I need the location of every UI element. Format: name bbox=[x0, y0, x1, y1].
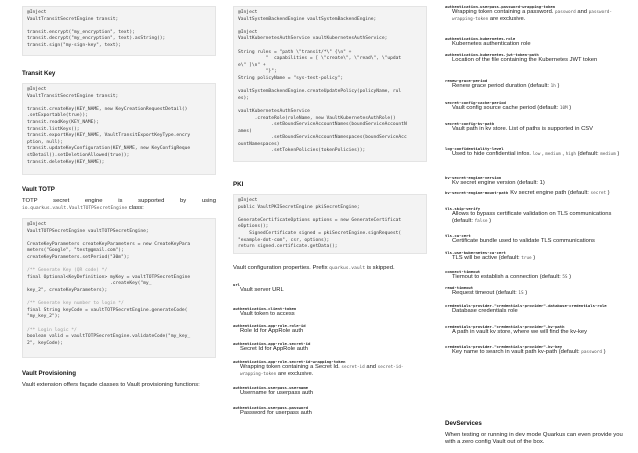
config-property bbox=[233, 405, 413, 417]
description-text: are exclusive. bbox=[277, 371, 314, 377]
inline-code: password-wrapping-token bbox=[452, 10, 612, 22]
config-property bbox=[445, 324, 625, 336]
code-line: transit.decrypt("my_encryption", text).asString(); bbox=[27, 36, 166, 42]
code-line: final String keyCode = vaultTOTPSecretEngine.generateCode( bbox=[27, 307, 188, 313]
property-description bbox=[452, 151, 625, 158]
description-text: Password for userpass auth bbox=[240, 410, 312, 416]
config-property bbox=[233, 385, 413, 397]
config-property bbox=[233, 323, 413, 335]
property-description bbox=[452, 9, 625, 23]
property-key: authentication.userpass.username bbox=[233, 385, 308, 390]
transit-usage-code bbox=[22, 6, 216, 56]
property-description bbox=[452, 57, 625, 64]
description-text: ) bbox=[603, 349, 606, 355]
code-line bbox=[27, 235, 211, 242]
property-key: authentication.app-role.secret-id bbox=[233, 341, 311, 346]
description-text: , bbox=[562, 151, 564, 157]
code-line: transit.exportKey(KEY_NAME, VaultTransitExportKeyType.encry bbox=[27, 133, 191, 139]
code-line: es); bbox=[238, 95, 250, 101]
property-description bbox=[510, 190, 609, 197]
code-line bbox=[238, 23, 422, 30]
config-property bbox=[445, 344, 625, 356]
code-line: VaultKubernetesAuthService vaultKubernetesAuthService; bbox=[238, 36, 388, 42]
description-text: Vault config source cache period (default: bbox=[452, 105, 559, 111]
property-description bbox=[452, 83, 625, 90]
code-line: "my_key_2"); bbox=[27, 314, 61, 320]
code-line: .createKey("my_ bbox=[27, 281, 152, 287]
code-line: meters("Google", "test@gmail.com"); bbox=[27, 248, 124, 254]
code-line bbox=[27, 23, 211, 30]
property-key: authentication.userpass.password-wrapping-token bbox=[445, 4, 556, 9]
property-key: read-timeout bbox=[445, 285, 474, 290]
property-key: secret-config-kv-path bbox=[445, 121, 495, 126]
config-property bbox=[445, 250, 625, 262]
code-line: CreateKeyParameters createKeyParameters = new CreateKeyPara bbox=[27, 241, 191, 247]
provisioning-description: Vault extension offers façade classes to Vault provisioning functions: bbox=[22, 382, 200, 388]
config-property bbox=[445, 36, 625, 48]
inline-code: password bbox=[555, 10, 576, 15]
property-description bbox=[452, 274, 625, 281]
description-text: Wrapping token containing a Secret Id. bbox=[240, 364, 340, 370]
inline-code: 1S bbox=[518, 291, 524, 296]
transit-key-heading: Transit Key bbox=[22, 70, 56, 77]
code-line: "}"; bbox=[238, 69, 277, 75]
property-description bbox=[240, 390, 413, 397]
description-text: Kv secret engine path (default: bbox=[510, 190, 589, 196]
property-key: authentication.userpass.password bbox=[233, 405, 308, 410]
property-description bbox=[240, 328, 413, 335]
description-text: Location of the file containing the Kubernetes JWT token bbox=[452, 57, 598, 63]
code-line: e\" ]\n" + bbox=[238, 62, 266, 68]
code-line: VaultTOTPSecretEngine vaultTOTPSecretEngine; bbox=[27, 228, 149, 234]
config-property bbox=[445, 78, 625, 90]
property-description bbox=[452, 126, 625, 133]
code-line: /** Login logic */ bbox=[27, 327, 77, 333]
property-key: tls.skip-verify bbox=[445, 206, 481, 211]
config-property bbox=[445, 4, 625, 23]
code-line: public VaultPKISecretEngine pkiSecretEngine; bbox=[238, 204, 360, 210]
code-line: .setBoundServiceAccountNames(boundServiceAccountN bbox=[238, 122, 407, 128]
description-text: ) bbox=[489, 218, 492, 224]
property-description bbox=[240, 346, 413, 353]
pki-code bbox=[233, 194, 427, 254]
config-property bbox=[233, 306, 413, 318]
code-line: vaultSystemBackendEngine.createUpdatePolicy(policyName, rul bbox=[238, 89, 402, 95]
inline-code: secret-id-wrapping-token bbox=[240, 365, 404, 377]
code-line: @Inject bbox=[27, 222, 47, 227]
config-property bbox=[233, 359, 413, 378]
inline-code: medium bbox=[545, 152, 561, 157]
description-text: (default: bbox=[577, 151, 599, 157]
description-text: Request timeout (default: bbox=[452, 290, 517, 296]
code-line: .setTokenPolicies(tokenPolicies)); bbox=[238, 148, 366, 154]
description-text: Username for userpass auth bbox=[240, 390, 314, 396]
property-description bbox=[452, 308, 625, 315]
inline-code: low bbox=[532, 152, 541, 157]
description-text: A path in vault kv store, where we will find the kv-key bbox=[452, 329, 587, 335]
code-line: final Optional<KeyDefinition> myKey = vaultTOTPSecretEngine bbox=[27, 274, 191, 280]
description-text: Vault path in kv store. List of paths is supported in CSV bbox=[452, 126, 594, 132]
pki-heading: PKI bbox=[233, 181, 244, 188]
code-line: VaultTransitSecretEngine transit; bbox=[27, 93, 119, 99]
totp-code bbox=[22, 218, 216, 358]
description-text: ) bbox=[569, 274, 572, 280]
code-line: stDetail().setDeletionAllowed(true)); bbox=[27, 152, 130, 158]
config-property bbox=[445, 146, 625, 158]
code-line: transit.encrypt("my_encryption", text); bbox=[27, 29, 135, 35]
property-key: secret-config-cache-period bbox=[445, 100, 506, 105]
code-line: String rules = "path \"transit/*\" {\n" + bbox=[238, 49, 352, 55]
code-line bbox=[27, 100, 211, 107]
description-text: Tiemout to establish a connection (default: bbox=[452, 274, 561, 280]
config-property bbox=[445, 175, 625, 187]
inline-code: 1h bbox=[550, 84, 556, 89]
code-line: createKeyParameters.setPeriod("30m"); bbox=[27, 254, 130, 260]
property-key: authentication.kubernetes.role bbox=[445, 36, 516, 41]
code-line: SignedCertificate signed = pkiSecretEngine.signRequest( bbox=[238, 230, 402, 236]
property-key: tls.use-kubernetes-ca-cert bbox=[445, 250, 506, 255]
property-description bbox=[452, 180, 625, 187]
code-line: @Inject bbox=[27, 87, 47, 92]
code-line: key_2", createKeyParameters); bbox=[27, 287, 108, 293]
config-property bbox=[445, 303, 625, 315]
code-line: /** Generate key number to login */ bbox=[27, 301, 124, 307]
code-line: ames) bbox=[238, 128, 252, 134]
config-property bbox=[445, 285, 625, 297]
description-text: Vault token to access bbox=[240, 311, 295, 317]
description-text: ) bbox=[569, 105, 572, 111]
description-text: Kv secret engine version (default: 1) bbox=[452, 180, 545, 186]
inline-code: 10M bbox=[559, 106, 568, 111]
description-text: Wrapping token containing a password. bbox=[452, 9, 554, 15]
property-description bbox=[452, 238, 625, 245]
code-line: transit.readKey(KEY_NAME); bbox=[27, 119, 99, 125]
config-intro: Vault configuration properties. Prefix quarkus.vault is skipped. bbox=[233, 265, 395, 271]
config-property bbox=[445, 52, 625, 64]
code-line: transit.updateKeyConfiguration(KEY_NAME, new KeyConfigReque bbox=[27, 146, 191, 152]
code-line: transit.listKeys(); bbox=[27, 126, 80, 132]
property-description bbox=[240, 311, 413, 318]
code-line: transit.sign("my-sign-key", text); bbox=[27, 42, 122, 48]
property-key: authentication.kubernetes.jwt-token-path bbox=[445, 52, 539, 57]
property-description bbox=[240, 364, 413, 378]
code-line: 2", keyCode); bbox=[27, 340, 63, 346]
property-key: credentials-provider."credentials-provider".database-credentials-role bbox=[445, 303, 607, 308]
code-line: ountNamespaces) bbox=[238, 141, 280, 147]
description-text: ) bbox=[533, 255, 536, 261]
config-property bbox=[233, 282, 413, 294]
property-description bbox=[240, 410, 413, 417]
description-text: TLS will be active (default: bbox=[452, 255, 520, 261]
code-line bbox=[238, 43, 422, 50]
code-line: eOptions(); bbox=[238, 224, 269, 230]
description-text: ) bbox=[557, 83, 560, 89]
config-property bbox=[233, 341, 413, 353]
code-line bbox=[238, 211, 422, 218]
property-description bbox=[452, 255, 625, 262]
property-key: url bbox=[233, 282, 241, 287]
property-description bbox=[452, 349, 625, 356]
config-property bbox=[445, 100, 625, 112]
code-line: .setExportable(true)); bbox=[27, 113, 88, 119]
code-line bbox=[27, 321, 211, 328]
property-description bbox=[452, 105, 625, 112]
code-line: /** Generate Key (QR code) */ bbox=[27, 268, 108, 274]
property-key: kv-secret-engine-version bbox=[445, 175, 502, 180]
description-text: and bbox=[366, 364, 377, 370]
code-line: .setBoundServiceAccountNamespaces(boundServiceAcc bbox=[238, 135, 407, 141]
code-line: @Inject bbox=[27, 10, 47, 15]
inline-code: 5S bbox=[562, 275, 568, 280]
code-line: transit.deleteKey(KEY_NAME); bbox=[27, 159, 105, 165]
property-description bbox=[240, 287, 413, 294]
code-line: ption, null); bbox=[27, 139, 63, 145]
property-key: credentials-provider."credentials-provider".kv-path bbox=[445, 324, 565, 329]
code-line: @Inject bbox=[238, 29, 258, 35]
inline-code: password bbox=[581, 350, 602, 355]
description-text: Secret Id for AppRole auth bbox=[240, 346, 308, 352]
description-text: and bbox=[577, 9, 588, 15]
description-text: Vault server URL bbox=[240, 287, 284, 293]
code-line: return signed.certificate.getData(); bbox=[238, 244, 338, 250]
code-line: GenerateCertificateOptions options = new GenerateCertificat bbox=[238, 217, 402, 223]
config-property bbox=[445, 206, 625, 225]
description-text: are exclusive. bbox=[489, 16, 526, 22]
property-description bbox=[452, 211, 625, 225]
devservices-heading: DevServices bbox=[445, 420, 482, 427]
property-key: connect-timeout bbox=[445, 269, 481, 274]
config-property bbox=[445, 190, 625, 197]
vault-totp-heading: Vault TOTP bbox=[22, 186, 55, 193]
description-text: , bbox=[541, 151, 544, 157]
description-text: ) bbox=[617, 151, 620, 157]
property-key: authentication.app-role.secret-id-wrapping-token bbox=[233, 359, 346, 364]
property-key: authentication.client-token bbox=[233, 306, 297, 311]
description-text: Renew grace period duration (default: bbox=[452, 83, 549, 89]
transit-key-code bbox=[22, 83, 216, 175]
description-text: Kubernetes authentication role bbox=[452, 41, 531, 47]
description-text: Certificate bundle used to validate TLS communications bbox=[452, 238, 595, 244]
inline-code: false bbox=[474, 219, 488, 224]
property-key: renew-grace-period bbox=[445, 78, 488, 83]
code-line: "example-dot-com", csr, options); bbox=[238, 237, 330, 243]
description-text: ) bbox=[525, 290, 528, 296]
code-line: VaultTransitSecretEngine transit; bbox=[27, 16, 119, 22]
devservices-description: When testing or running in dev mode Quarkus can even provide you with a zero config Vault out of the box. bbox=[445, 432, 623, 446]
property-key: log-confidentiality-level bbox=[445, 146, 504, 151]
totp-description: TOTP secret engine is supported by using io.quarkus.vault.VaultTOTPSecretEngine class: bbox=[22, 198, 216, 212]
code-line: @Inject bbox=[238, 10, 258, 15]
description-text: Used to hide confidential infos. bbox=[452, 151, 531, 157]
description-text: ) bbox=[607, 190, 610, 196]
property-description bbox=[452, 329, 625, 336]
code-line: String policyName = "sys-test-policy"; bbox=[238, 75, 344, 81]
code-line: @Inject bbox=[238, 198, 258, 203]
inline-code: true bbox=[521, 256, 532, 261]
inline-code: high bbox=[565, 152, 576, 157]
description-text: Allows to bypass certificate validation on TLS communications (default: bbox=[452, 211, 612, 224]
description-text: Role Id for AppRole auth bbox=[240, 328, 304, 334]
property-description bbox=[452, 290, 625, 297]
description-text: Key name to search in vault path kv-path (default: bbox=[452, 349, 580, 355]
config-property bbox=[445, 121, 625, 133]
code-line: boolean valid = vaultTOTPSecretEngine.validateCode("my_key_ bbox=[27, 334, 191, 340]
inline-code: secret-id bbox=[341, 365, 365, 370]
inline-code: secret bbox=[590, 191, 607, 196]
code-line: " capabilities = [ \"create\", \"read\", \"updat bbox=[238, 56, 402, 62]
config-property bbox=[445, 233, 625, 245]
property-key: credentials-provider."credentials-provider".kv-key bbox=[445, 344, 563, 349]
code-line: .createRole(roleName, new VaultKubernetesAuthRole() bbox=[238, 115, 396, 121]
config-property bbox=[445, 269, 625, 281]
property-key: kv-secret-engine-mount-path bbox=[445, 190, 509, 195]
code-line: vaultKubernetesAuthService bbox=[238, 108, 310, 114]
system-backend-code bbox=[233, 6, 427, 162]
vault-provisioning-heading: Vault Provisioning bbox=[22, 370, 76, 377]
description-text: Database credentials role bbox=[452, 308, 518, 314]
inline-code: medium bbox=[600, 152, 616, 157]
property-description bbox=[452, 41, 625, 48]
code-line: transit.createKey(KEY_NAME, new KeyCreationRequestDetail() bbox=[27, 106, 188, 112]
code-line: VaultSystemBackendEngine vaultSystemBackendEngine; bbox=[238, 16, 377, 22]
property-key: tls.ca-cert bbox=[445, 233, 471, 238]
property-key: authentication.app-role.role-id bbox=[233, 323, 306, 328]
code-line bbox=[238, 102, 422, 109]
